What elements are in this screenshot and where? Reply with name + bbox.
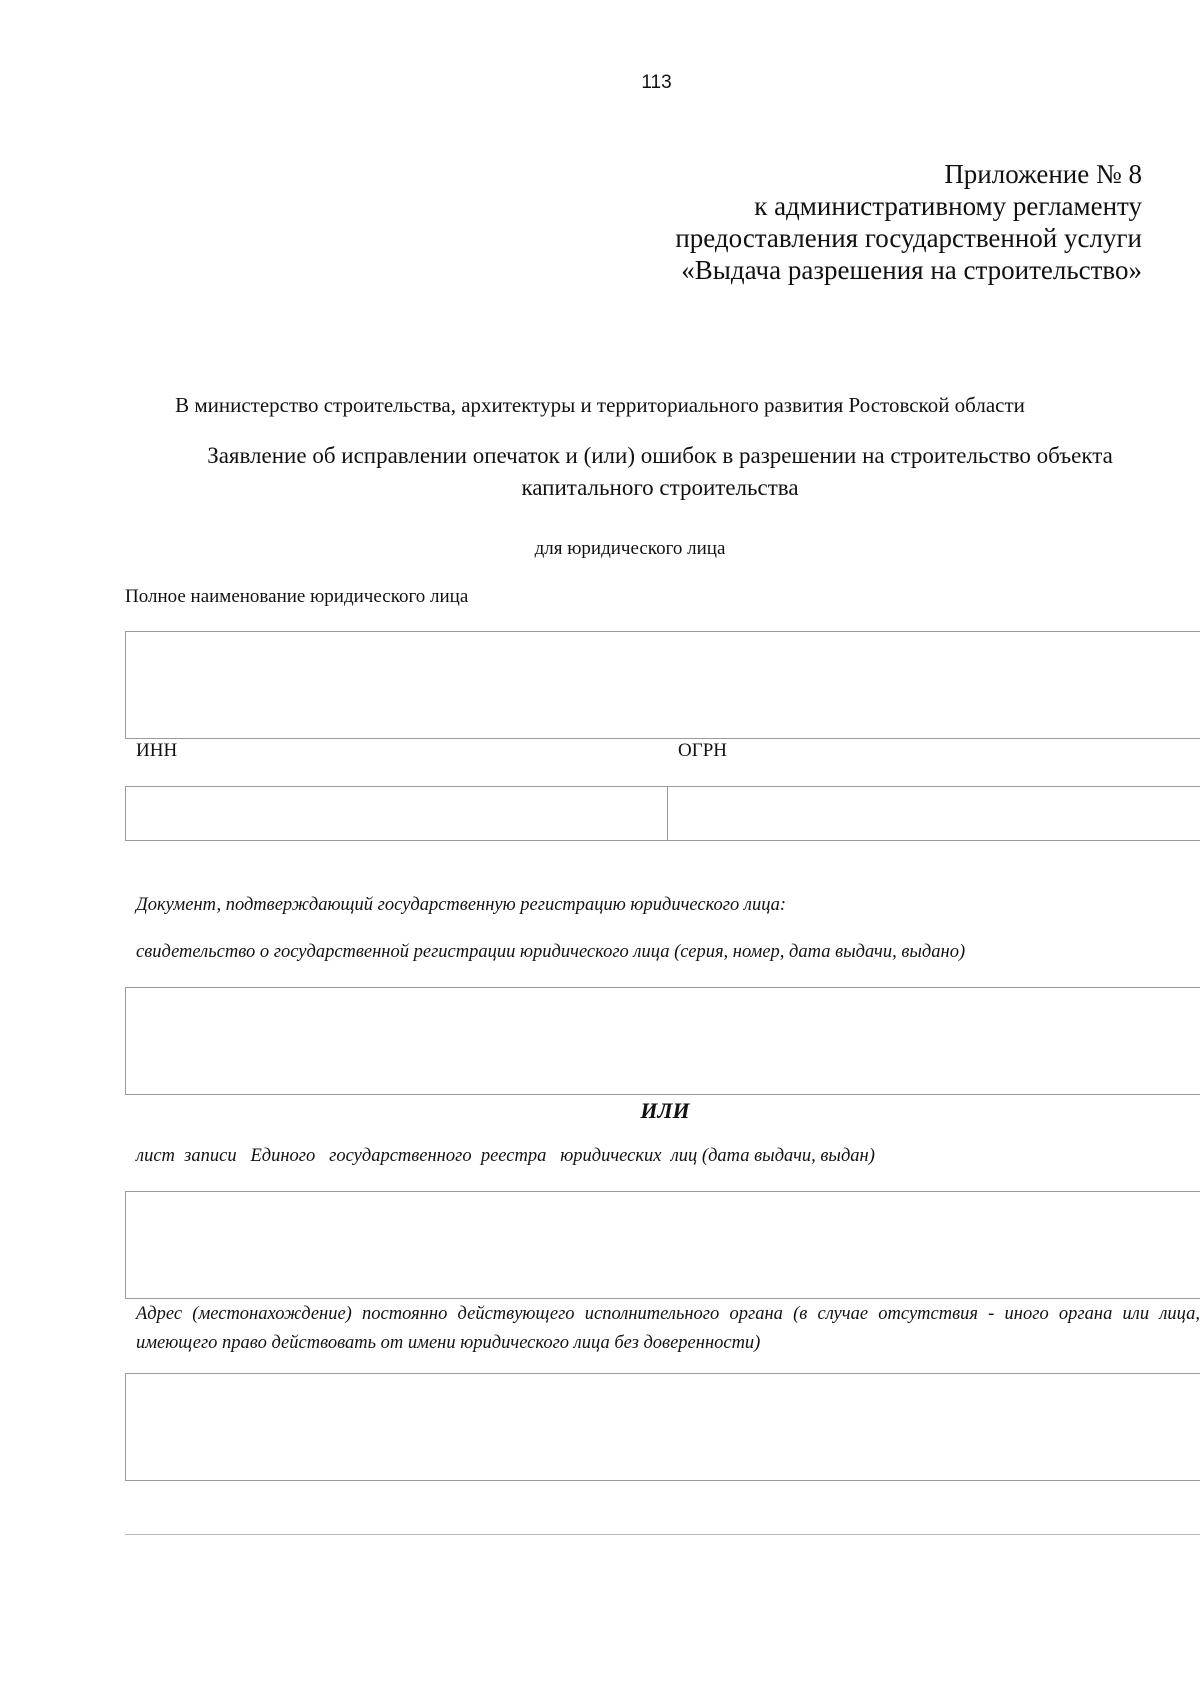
appendix-line-1: Приложение № 8 — [944, 159, 1142, 189]
inn-label: ИНН — [136, 740, 178, 761]
executive-body-address-field[interactable] — [125, 1373, 1200, 1481]
registration-certificate-field[interactable] — [125, 987, 1200, 1095]
applicant-type-subtitle: для юридического лица — [534, 538, 726, 559]
ogrn-field[interactable] — [667, 786, 1200, 841]
appendix-line-2: к административному регламенту — [754, 191, 1142, 221]
appendix-line-3: предоставления государственной услуги — [675, 223, 1142, 253]
registration-certificate-label: свидетельство о государственной регистрации юридического лица (серия, номер, дата выдачи, выдано) — [136, 942, 966, 962]
appendix-heading — [675, 158, 1142, 286]
bottom-divider — [125, 1534, 1200, 1535]
full-name-label: Полное наименование юридического лица — [125, 586, 469, 607]
executive-body-address-label: Адрес (местонахождение) постоянно действующего исполнительного органа (в случае отсутствия - иного органа или лица, имеющего право действовать от имени юридического лица без доверенности) — [136, 1304, 1200, 1353]
registration-document-label: Документ, подтверждающий государственную регистрацию юридического лица: — [136, 895, 787, 915]
ogrn-label: ОГРН — [678, 740, 727, 761]
page-number: 113 — [641, 72, 672, 93]
full-name-field[interactable] — [125, 631, 1200, 739]
document-title-line-2: капитального строительства — [521, 475, 799, 500]
appendix-line-4: «Выдача разрешения на строительство» — [681, 255, 1142, 285]
or-separator: ИЛИ — [640, 1098, 690, 1123]
egrul-record-label: лист записи Единого государственного реестра юридических лиц (дата выдачи, выдан) — [136, 1146, 875, 1166]
egrul-record-field[interactable] — [125, 1191, 1200, 1299]
document-title — [160, 440, 1160, 504]
inn-field[interactable] — [125, 786, 669, 841]
addressee: В министерство строительства, архитектуры и территориального развития Ростовской области — [175, 393, 1025, 417]
document-title-line-1: Заявление об исправлении опечаток и (или) ошибок в разрешении на строительство объекта — [207, 443, 1113, 468]
